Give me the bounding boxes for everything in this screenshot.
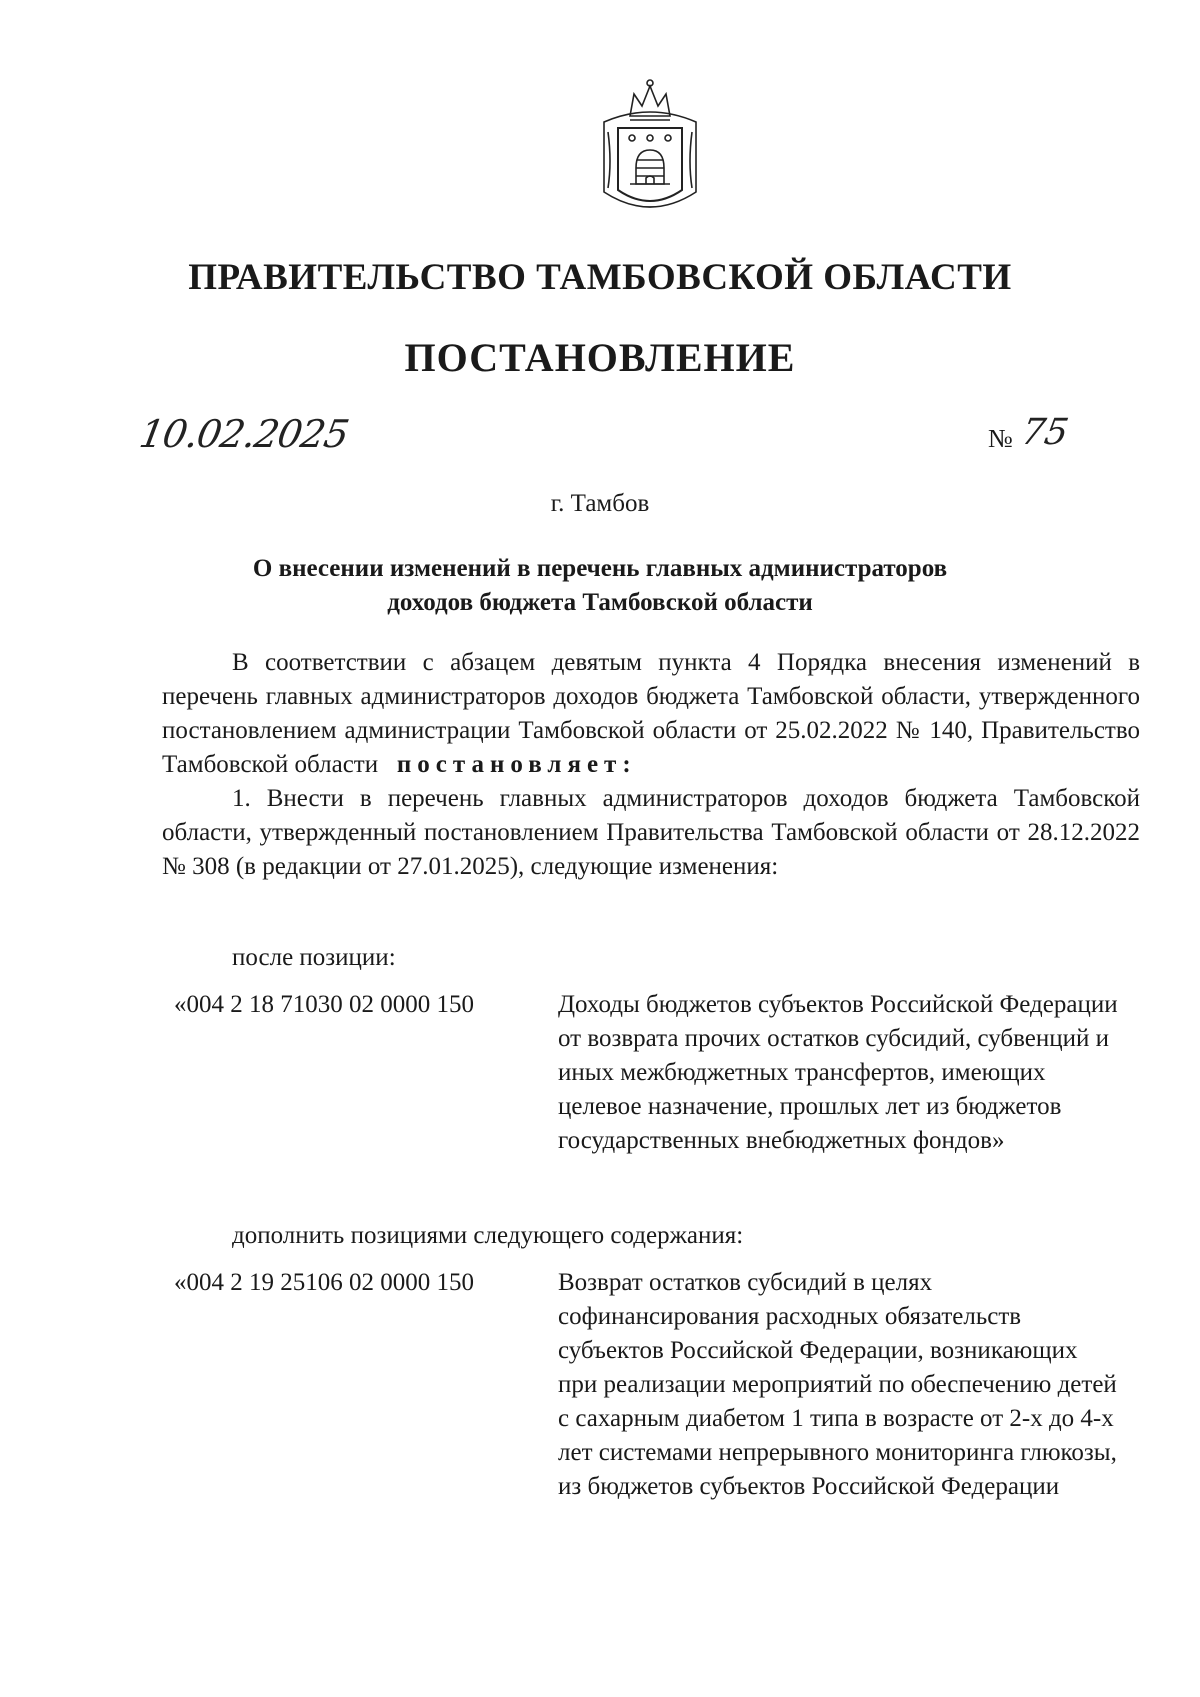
entry-existing-position bbox=[174, 988, 1124, 1198]
preamble-text: В соответствии с абзацем девятым пункта 4 Порядка внесения изменений в перечень главных администраторов доходов бюджета Тамбовской области, утвержденного постановлением администрации Тамбовской области от 25.02.2022 № 140, Правительство Тамбовской области bbox=[162, 649, 1140, 778]
preamble-paragraph bbox=[162, 646, 1140, 782]
after-position-label: после позиции: bbox=[232, 944, 396, 971]
government-title: ПРАВИТЕЛЬСТВО ТАМБОВСКОЙ ОБЛАСТИ bbox=[188, 257, 1012, 298]
add-positions-label: дополнить позициями следующего содержания: bbox=[232, 1222, 744, 1249]
city-line: г. Тамбов bbox=[550, 490, 650, 517]
entry-new-position bbox=[174, 1266, 1124, 1546]
item-1-paragraph: 1. Внести в перечень главных администраторов доходов бюджета Тамбовской области, утвержденный постановлением Правительства Тамбовской области от 28.12.2022 № 308 (в редакции от 27.01.2025), следующие изменения: bbox=[162, 785, 1140, 880]
entry-code: «004 2 18 71030 02 0000 150 bbox=[174, 991, 474, 1018]
entry-code: «004 2 19 25106 02 0000 150 bbox=[174, 1269, 474, 1296]
handwritten-date: 10.02.2025 bbox=[136, 412, 352, 456]
number-label: № bbox=[988, 424, 1013, 453]
preamble-block bbox=[162, 646, 1140, 884]
resolves-word: постановляет: bbox=[396, 751, 637, 778]
document-type-title: ПОСТАНОВЛЕНИЕ bbox=[404, 335, 796, 380]
subject-line-1: О внесении изменений в перечень главных администраторов bbox=[252, 555, 948, 582]
document-subject bbox=[160, 552, 1040, 620]
handwritten-number: 75 bbox=[1018, 412, 1072, 453]
entry-description: Доходы бюджетов субъектов Российской Федерации от возврата прочих остатков субсидий, субвенций и иных межбюджетных трансфертов, имеющих целевое назначение, прошлых лет из бюджетов государственных внебюджетных фондов» bbox=[558, 991, 1118, 1154]
entry-description: Возврат остатков субсидий в целях софинансирования расходных обязательств субъектов Российской Федерации, возникающих при реализации мероприятий по обеспечению детей с сахарным диабетом 1 типа в возрасте от 2-х до 4-х лет системами непрерывного мониторинга глюкозы, из бюджетов субъектов Российской Федерации bbox=[558, 1269, 1117, 1500]
coat-of-arms-emblem-icon bbox=[588, 72, 712, 232]
subject-line-2: доходов бюджета Тамбовской области bbox=[387, 589, 813, 616]
